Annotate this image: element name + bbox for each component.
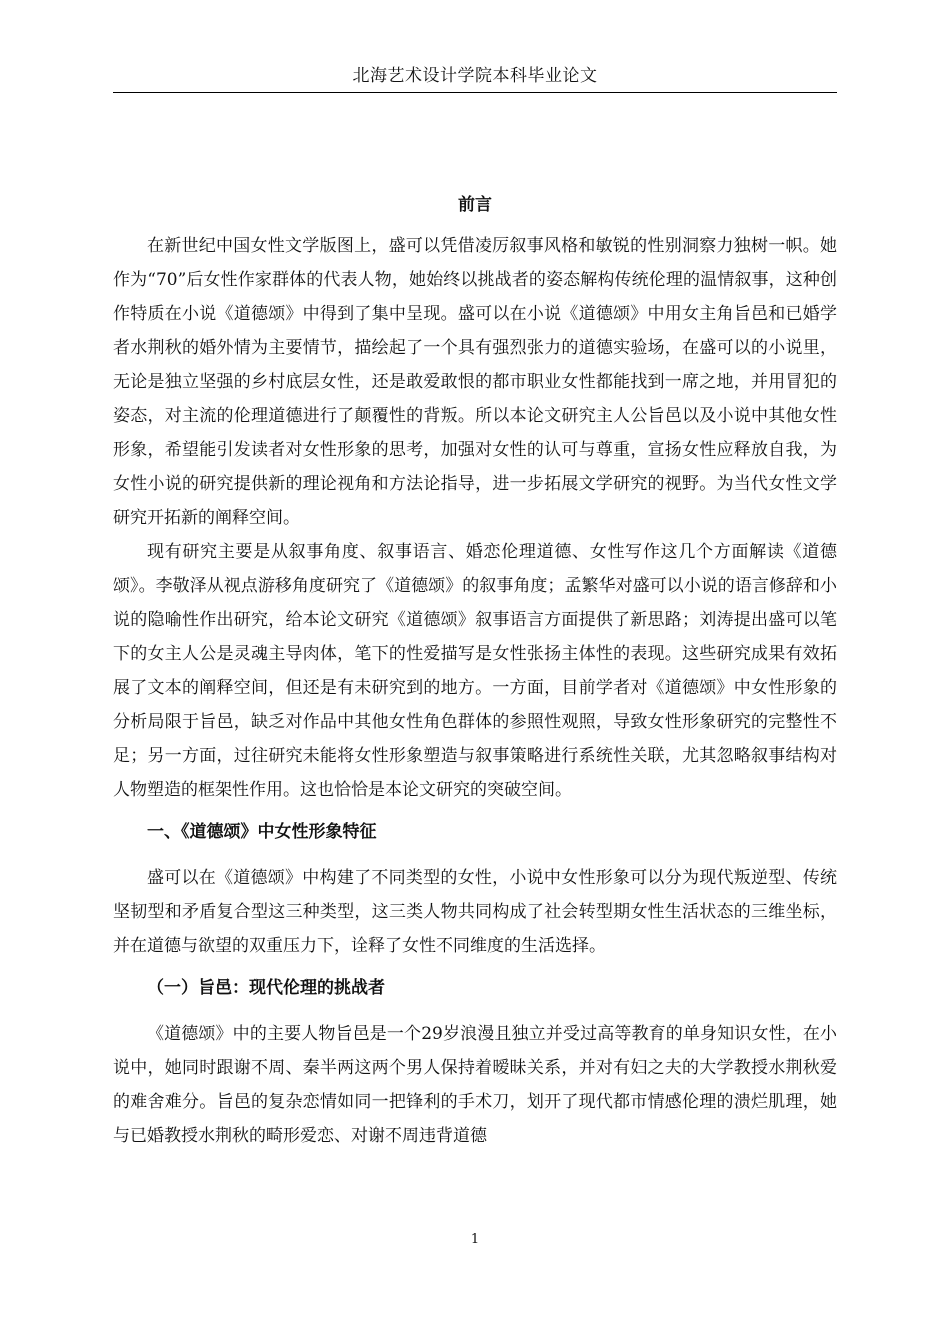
page-number: 1 [470,1232,480,1247]
section-1-paragraph: 盛可以在《道德颂》中构建了不同类型的女性，小说中女性形象可以分为现代叛逆型、传统坚韧型和矛盾复合型这三种类型，这三类人物共同构成了社会转型期女性生活状态的三维坐标，并在道德与欲望的双重压力下，诠释了女性不同维度的生活选择。 [113,868,837,956]
preface-paragraph-1: 在新世纪中国女性文学版图上，盛可以凭借凌厉叙事风格和敏锐的性别洞察力独树一帜。她作为“70”后女性作家群体的代表人物，她始终以挑战者的姿态解构传统伦理的温情叙事，这种创作特质在小说《道德颂》中得到了集中呈现。盛可以在小说《道德颂》中用女主角旨邑和已婚学者水荆秋的婚外情为主要情节，描绘起了一个具有强烈张力的道德实验场，在盛可以的小说里，无论是独立坚强的乡村底层女性，还是敢爱敢恨的都市职业女性都能找到一席之地，并用冒犯的姿态，对主流的伦理道德进行了颠覆性的背叛。所以本论文研究主人公旨邑以及小说中其他女性形象，希望能引发读者对女性形象的思考，加强对女性的认可与尊重，宣扬女性应释放自我，为女性小说的研究提供新的理论视角和方法论指导，进一步拓展文学研究的视野。为当代女性文学研究开拓新的阐释空间。 [113,236,837,528]
section-heading-1: 一、《道德颂》中女性形象特征 [147,822,377,842]
header-rule [113,92,837,93]
subsection-1-paragraph: 《道德颂》中的主要人物旨邑是一个29岁浪漫且独立并受过高等教育的单身知识女性，在小说中，她同时跟谢不周、秦半两这两个男人保持着暧昧关系，并对有妇之夫的大学教授水荆秋爱的难舍难分。旨邑的复杂恋情如同一把锋利的手术刀，划开了现代都市情感伦理的溃烂肌理，她与已婚教授水荆秋的畸形爱恋、对谢不周违背道德 [113,1024,837,1146]
document-body [113,190,837,1153]
running-header: 北海艺术设计学院本科毕业论文 [352,66,598,86]
subsection-heading-1: （一）旨邑：现代伦理的挑战者 [147,978,385,998]
preface-paragraph-2: 现有研究主要是从叙事角度、叙事语言、婚恋伦理道德、女性写作这几个方面解读《道德颂》。李敬泽从视点游移角度研究了《道德颂》的叙事角度；孟繁华对盛可以小说的语言修辞和小说的隐喻性作出研究，给本论文研究《道德颂》叙事语言方面提供了新思路；刘涛提出盛可以笔下的女主人公是灵魂主导肉体，笔下的性爱描写是女性张扬主体性的表现。这些研究成果有效拓展了文本的阐释空间，但还是有未研究到的地方。一方面，目前学者对《道德颂》中女性形象的分析局限于旨邑，缺乏对作品中其他女性角色群体的参照性观照，导致女性形象研究的完整性不足；另一方面，过往研究未能将女性形象塑造与叙事策略进行系统性关联，尤其忽略叙事结构对人物塑造的框架性作用。这也恰恰是本论文研究的突破空间。 [113,542,837,800]
preface-title: 前言 [458,195,492,215]
